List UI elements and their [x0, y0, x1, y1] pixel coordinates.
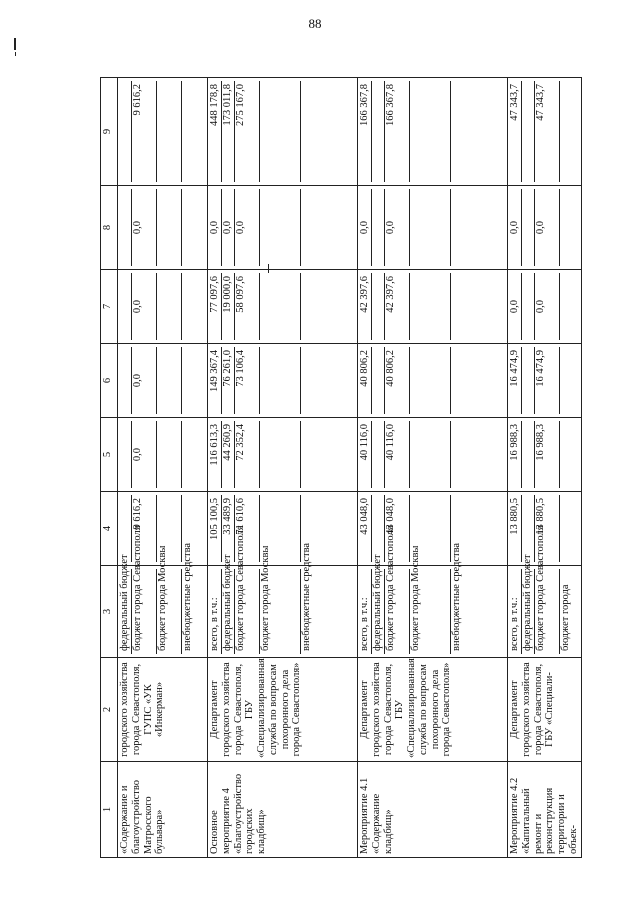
funding-source: всего, в т.ч.:	[509, 569, 522, 654]
funding-sources	[118, 525, 208, 658]
year-values	[358, 186, 508, 270]
value-cell: 166 367,8	[359, 81, 372, 182]
value-cell: 72 352,4	[235, 421, 260, 488]
value-cell: 0,0	[132, 189, 157, 266]
value-cell: 0,0	[509, 189, 522, 266]
value-cell: 76 261,0	[222, 347, 235, 414]
value-cell: 9 616,2	[132, 495, 157, 562]
value-cell: 16 988,3	[535, 421, 560, 488]
value-cell: 0,0	[209, 189, 222, 266]
column-header: 7	[101, 270, 118, 344]
funding-sources	[358, 525, 508, 658]
value-cell: 116 613,3	[209, 421, 222, 488]
funding-source: федеральный бюджет	[522, 569, 535, 654]
column-header: 4	[101, 492, 118, 566]
value-cell: 43 048,0	[359, 495, 372, 562]
total-values	[208, 78, 358, 186]
value-cell: 448 178,8	[209, 81, 222, 182]
table-row	[118, 78, 208, 858]
value-cell: 0,0	[535, 189, 560, 266]
year-values	[208, 344, 358, 418]
budget-table	[100, 77, 582, 858]
rotated-table-frame	[100, 78, 579, 858]
scan-mark	[15, 52, 16, 56]
value-cell: 0,0	[509, 273, 522, 340]
table-row	[208, 78, 358, 858]
value-cell: 16 474,9	[535, 347, 560, 414]
column-header: 5	[101, 418, 118, 492]
year-values	[508, 418, 582, 492]
year-values	[208, 418, 358, 492]
executor: Департамент городского хозяйства города Севастополя, ГБУ «Специали-	[508, 658, 582, 762]
total-values	[508, 78, 582, 186]
funding-source: внебюджетные средства	[182, 542, 193, 651]
table-row	[508, 78, 582, 858]
year-values	[508, 270, 582, 344]
value-cell: 42 397,6	[359, 273, 372, 340]
funding-sources	[208, 525, 358, 658]
column-header: 8	[101, 186, 118, 270]
value-cell: 0,0	[359, 189, 372, 266]
value-cell: 40 116,0	[359, 421, 372, 488]
value-cell: 71 610,6	[235, 495, 260, 562]
value-cell: 105 100,5	[209, 495, 222, 562]
scan-mark	[14, 38, 16, 50]
table-row	[358, 78, 508, 858]
funding-source: всего, в т.ч.:	[359, 569, 372, 654]
year-values	[508, 344, 582, 418]
year-values	[118, 418, 208, 492]
year-values	[208, 186, 358, 270]
value-cell: 40 806,2	[359, 347, 372, 414]
value-cell: 166 367,8	[385, 81, 410, 182]
value-cell: 0,0	[535, 273, 560, 340]
table-canvas	[100, 78, 579, 858]
value-cell: 0,0	[132, 421, 157, 488]
value-cell: 43 048,0	[385, 495, 410, 562]
value-cell: 19 000,0	[222, 273, 235, 340]
value-cell: 16 988,3	[509, 421, 522, 488]
funding-source: федеральный бюджет	[119, 569, 132, 654]
column-header: 1	[101, 762, 118, 858]
value-cell: 149 367,4	[209, 347, 222, 414]
column-header: 2	[101, 658, 118, 762]
value-cell: 47 343,7	[509, 81, 522, 182]
executor: городского хозяйства города Севастополя, ГУПС «УК «Инкерман»	[118, 658, 208, 762]
year-values	[208, 270, 358, 344]
activity-name: Мероприятие 4.2 «Капитальный ремонт и реконструкция территории и объек-	[508, 762, 582, 858]
page-number: 88	[308, 16, 322, 31]
year-values	[358, 418, 508, 492]
executor: Департамент городского хозяйства города Севастополя, ГБУ «Специализированная служба по вопросам похоронного дела города Севастополя»	[358, 658, 508, 762]
total-values	[118, 78, 208, 186]
value-cell: 0,0	[222, 189, 235, 266]
value-cell: 33 489,9	[222, 495, 235, 562]
value-cell: 9 616,2	[132, 81, 157, 182]
value-cell: 173 011,8	[222, 81, 235, 182]
year-values	[508, 186, 582, 270]
value-cell: 275 167,0	[235, 81, 260, 182]
value-cell: 0,0	[235, 189, 260, 266]
total-values	[358, 78, 508, 186]
year-values	[118, 344, 208, 418]
funding-source: бюджет города	[560, 584, 571, 651]
header-row	[101, 78, 118, 858]
funding-source: бюджет города Севастополя	[535, 569, 560, 654]
funding-source: бюджет города Севастополя	[385, 569, 410, 654]
value-cell: 0,0	[132, 273, 157, 340]
executor: Департамент городского хозяйства города Севастополя, ГБУ «Специализированная служба по вопросам похоронного дела города Севастополя»	[208, 658, 358, 762]
column-header: 3	[101, 566, 118, 658]
funding-source: бюджет города Москвы	[260, 569, 301, 654]
activity-name: Основное мероприятие 4 «Благоустройство городских кладбищ»	[208, 762, 358, 858]
column-header: 9	[101, 78, 118, 186]
year-values	[118, 270, 208, 344]
funding-source: федеральный бюджет	[372, 569, 385, 654]
value-cell: 47 343,7	[535, 81, 560, 182]
funding-source: внебюджетные средства	[451, 542, 462, 651]
value-cell: 77 097,6	[209, 273, 222, 340]
year-values	[118, 186, 208, 270]
funding-source: бюджет города Москвы	[157, 569, 182, 654]
funding-sources	[508, 525, 582, 658]
funding-source: внебюджетные средства	[301, 542, 312, 651]
activity-name: Мероприятие 4.1 «Содержание кладбищ»	[358, 762, 508, 858]
funding-source: бюджет города Севастополя	[132, 569, 157, 654]
value-cell: 16 474,9	[509, 347, 522, 414]
value-cell: 13 880,5	[509, 495, 522, 562]
funding-source: бюджет города Москвы	[410, 569, 451, 654]
funding-source: всего, в т.ч.:	[209, 569, 222, 654]
funding-source: бюджет города Севастополя	[235, 569, 260, 654]
value-cell: 42 397,6	[385, 273, 410, 340]
value-cell: 58 097,6	[235, 273, 260, 340]
year-values	[358, 270, 508, 344]
year-values	[358, 344, 508, 418]
activity-name: «Содержание и благоустройство Матросского бульвара»	[118, 762, 208, 858]
value-cell: 73 106,4	[235, 347, 260, 414]
value-cell: 44 260,9	[222, 421, 235, 488]
value-cell: 40 806,2	[385, 347, 410, 414]
funding-source: федеральный бюджет	[222, 569, 235, 654]
value-cell: 13 880,5	[535, 495, 560, 562]
column-header: 6	[101, 344, 118, 418]
value-cell: 0,0	[132, 347, 157, 414]
value-cell: 0,0	[385, 189, 410, 266]
value-cell: 40 116,0	[385, 421, 410, 488]
